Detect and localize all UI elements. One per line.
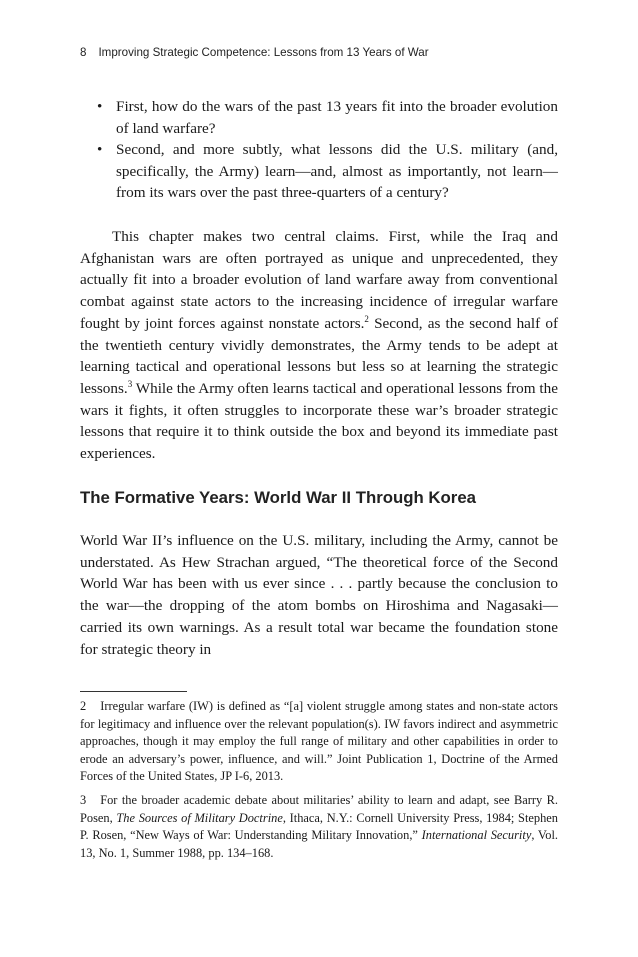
footnote-text: , Ithaca, N.Y.: Cornell University Press, 1984; Stephen P. Rosen, “New Ways of War: Understanding Military Innovation,” — [80, 810, 558, 843]
list-item — [96, 139, 558, 204]
footnote-ref-3[interactable]: 3 — [127, 378, 133, 389]
claims-paragraph — [80, 226, 558, 465]
journal-title: International Security — [421, 828, 532, 843]
section-paragraph: World War II’s influence on the U.S. military, including the Army, cannot be understated. As Hew Strachan argued, “The theoretical force of the Second World War has been with us ever since . . . partly because the conclusion to the war—the dropping of the atom bombs on Hiroshima and Nagasaki—carried its own warnings. As a result total war became the foundation stone for strategic theory in — [80, 532, 558, 658]
paragraph-text: Second, as the second half of the twentieth century vividly demonstrates, the Army tends to be adept at learning tactical and operational lessons but less so at learning the strategic lessons. — [80, 314, 559, 397]
bullet-icon: • — [97, 98, 103, 115]
book-title: The Sources of Military Doctrine — [116, 810, 283, 825]
footnote-3 — [80, 792, 558, 862]
page-number: 8 — [80, 46, 87, 59]
paragraph-text: While the Army often learns tactical and operational lessons from the wars it fights, it often struggles to incorporate these war’s broader strategic lessons that require it to think outside the box and beyond its immediate past experiences. — [80, 379, 558, 463]
running-head — [80, 46, 580, 59]
paragraph-text: This chapter makes two central claims. First, while the Iraq and Afghanistan wars are often portrayed as unique and unprecedented, they actually fit into a broader evolution of land warfare away from conventional combat against state actors to the increasing incidence of irregular warfare fought by joint forces against nonstate actors. — [80, 228, 558, 332]
footnote-text: For the broader academic debate about militaries’ ability to learn and adapt, see Barry R. Posen, — [80, 793, 558, 825]
footnote-text: Irregular warfare (IW) is defined as “[a] violent struggle among states and non-state actors for legitimacy and influence over the relevant population(s). IW favors indirect and asymmetric approaches, though it may employ the full range of military and other capabilities in order to erode an adversary’s power, influence, and will.” Joint Publication 1, Doctrine of the Armed Forces of the United States, JP I-6, 2013. — [80, 699, 558, 784]
section-heading: The Formative Years: World War II Through Korea — [80, 488, 476, 507]
question-list — [96, 96, 558, 204]
bullet-icon: • — [97, 141, 103, 159]
footnote-number: 2 — [80, 699, 87, 713]
list-item-text: First, how do the wars of the past 13 years fit into the broader evolution of land warfare? — [116, 98, 558, 137]
footnote-divider — [80, 691, 187, 692]
footnote-text: , Vol. 13, No. 1, Summer 1988, pp. 134–168. — [80, 828, 558, 860]
list-item — [96, 96, 558, 139]
footnote-number: 3 — [80, 793, 87, 807]
footnote-ref-2[interactable]: 2 — [364, 313, 369, 324]
running-head-title: Improving Strategic Competence: Lessons from 13 Years of War — [98, 46, 429, 59]
list-item-text: Second, and more subtly, what lessons did the U.S. military (and, specifically, the Army) learn—and, almost as importantly, not learn—from its wars over the past three-quarters of a century? — [116, 141, 558, 202]
footnote-2 — [80, 698, 558, 786]
